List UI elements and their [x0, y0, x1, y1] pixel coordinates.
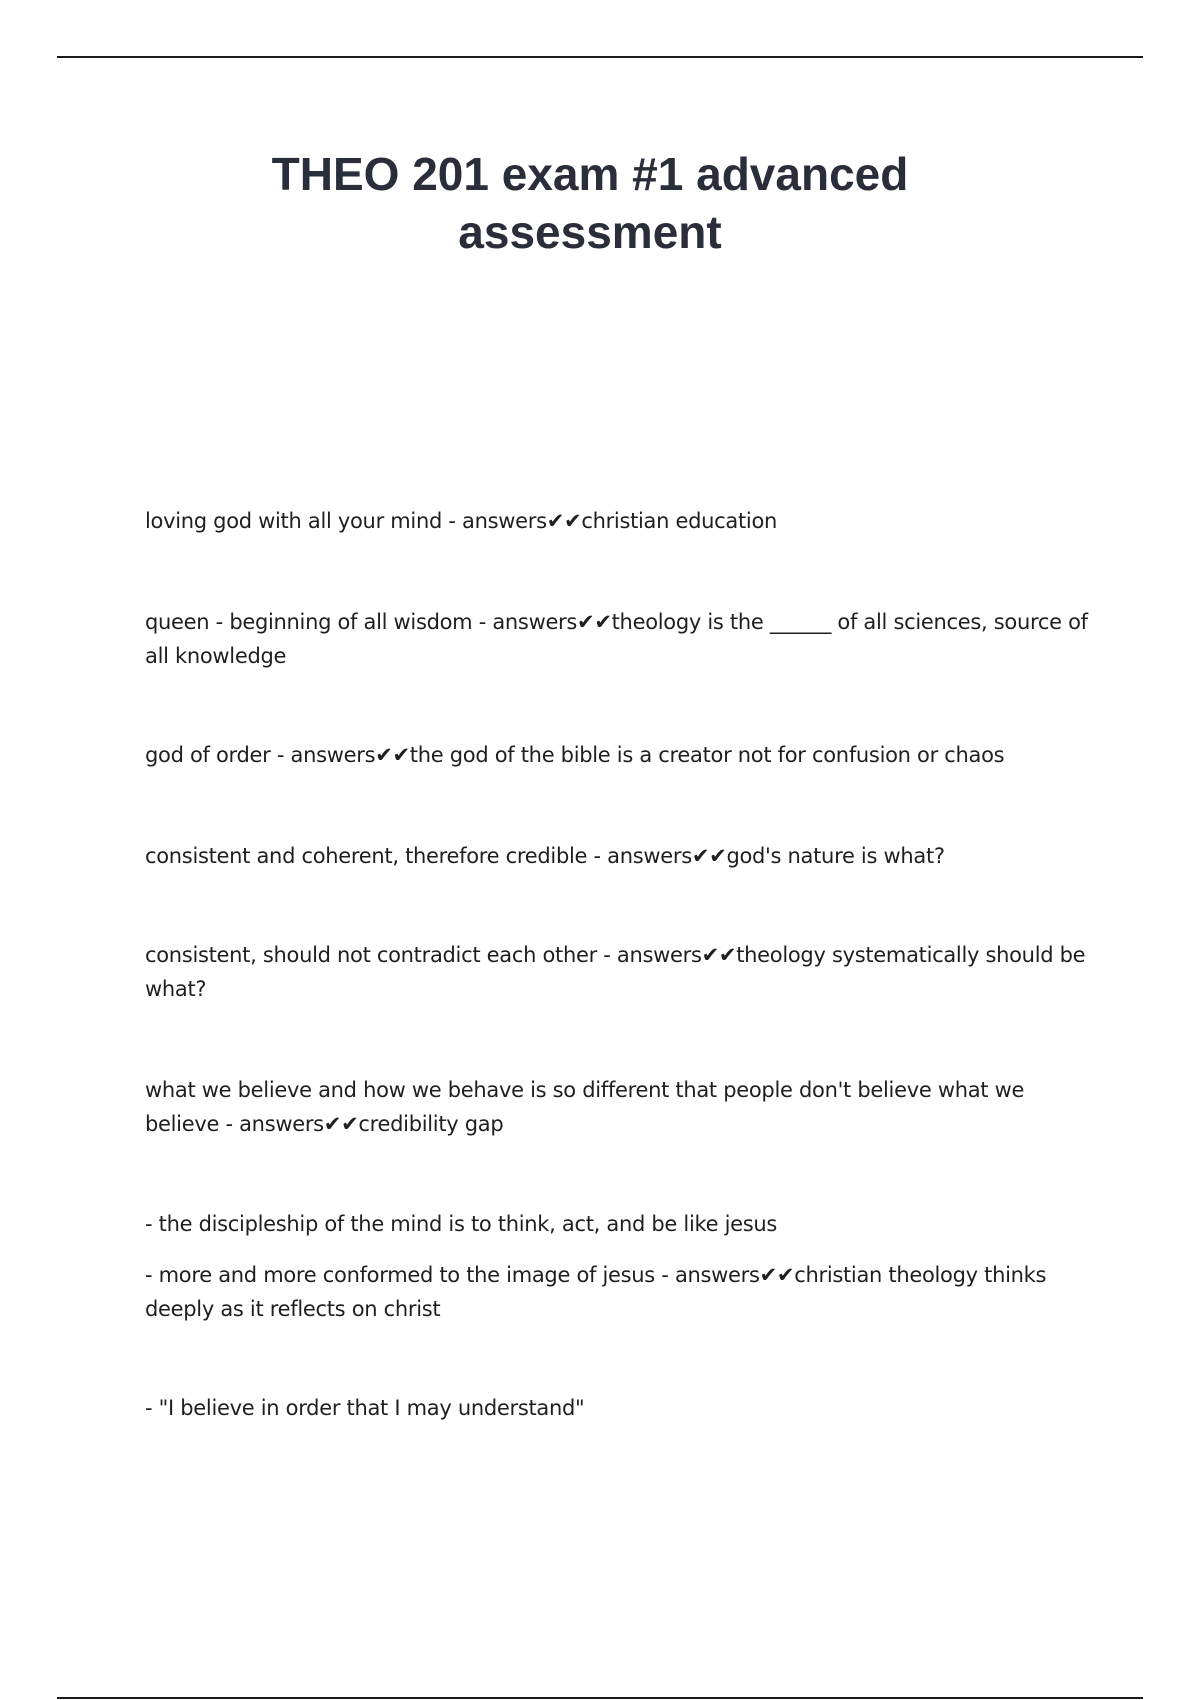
qa-entry-2: queen - beginning of all wisdom - answers✔✔theology is the ______ of all sciences, source of all knowledge — [145, 610, 1088, 668]
qa-entry-3: god of order - answers✔✔the god of the bible is a creator not for confusion or chaos — [145, 743, 1005, 767]
qa-entry-4: consistent and coherent, therefore credible - answers✔✔god's nature is what? — [145, 844, 945, 868]
qa-entry-7: - the discipleship of the mind is to think, act, and be like jesus — [145, 1212, 778, 1236]
qa-entry-9: - "I believe in order that I may understand" — [145, 1396, 585, 1420]
qa-entry-6: what we believe and how we behave is so different that people don't believe what we believe - answers✔✔credibility gap — [145, 1078, 1025, 1136]
qa-entry-8: - more and more conformed to the image of jesus - answers✔✔christian theology thinks deeply as it reflects on christ — [145, 1263, 1047, 1321]
page-title: THEO 201 exam #1 advanced assessment — [271, 148, 909, 258]
qa-entry-1: loving god with all your mind - answers✔✔christian education — [145, 509, 778, 533]
bottom-rule — [57, 1697, 1143, 1699]
qa-entry-5: consistent, should not contradict each other - answers✔✔theology systematically should be what? — [145, 943, 1086, 1001]
top-rule — [57, 56, 1143, 58]
